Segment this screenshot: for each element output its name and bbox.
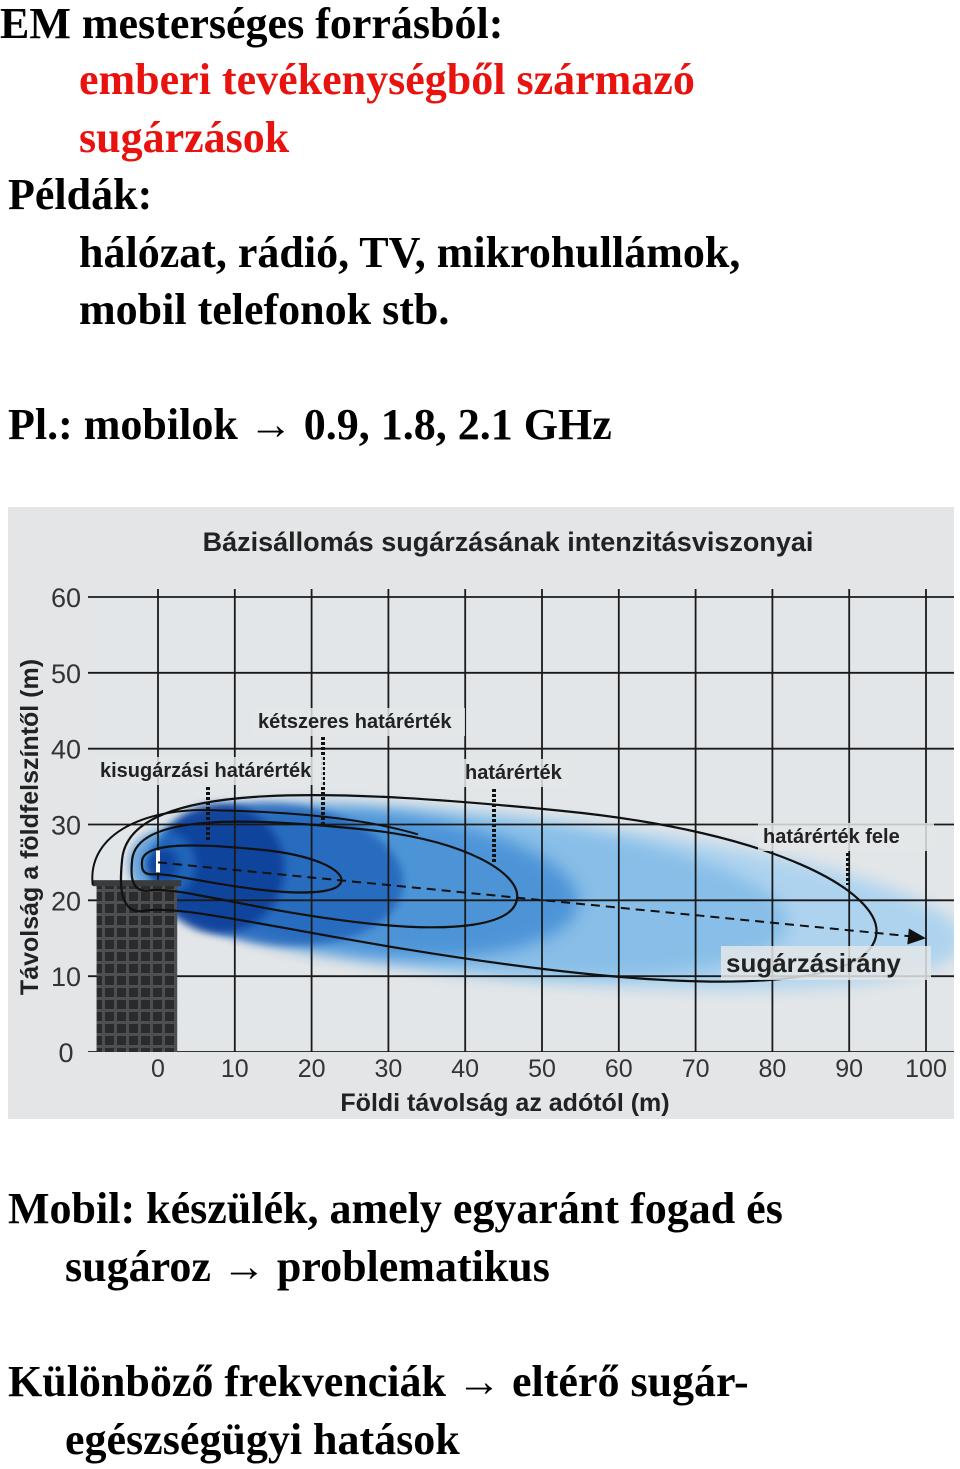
x-tick-30: 30 [374, 1055, 403, 1083]
x-tick-20: 20 [297, 1055, 326, 1083]
y-axis-ticks [51, 583, 81, 1068]
heading-sub-line-1: emberi tevékenységből származó [79, 55, 695, 104]
x-tick-60: 60 [604, 1055, 633, 1083]
heading-sub-line-2: sugárzások [79, 113, 290, 162]
examples-line-1: hálózat, rádió, TV, mikrohullámok, [79, 228, 741, 277]
slide-heading: EM mesterséges forrásból: [0, 0, 504, 48]
y-axis-label: Távolság a földfelszíntől (m) [16, 658, 44, 996]
mobile-line-2: sugároz → problematikus [65, 1242, 550, 1291]
outer-limit-label: kisugárzási határérték [100, 760, 312, 782]
radiation-intensity-figure [8, 507, 954, 1119]
y-tick-10: 10 [50, 962, 82, 993]
y-tick-50: 50 [50, 658, 82, 689]
radiation-chart-svg [8, 507, 954, 1119]
frequency-line-1: Különböző frekvenciák → eltérő sugár- [8, 1357, 749, 1406]
x-tick-90: 90 [835, 1055, 864, 1083]
x-tick-0: 0 [151, 1055, 165, 1083]
half-limit-label: határérték fele [763, 826, 900, 848]
x-tick-70: 70 [681, 1055, 710, 1083]
x-tick-100: 100 [905, 1055, 947, 1083]
y-tick-60: 60 [50, 583, 82, 613]
example-frequencies: Pl.: mobilok → 0.9, 1.8, 2.1 GHz [8, 400, 612, 449]
y-tick-20: 20 [50, 886, 82, 917]
examples-line-2: mobil telefonok stb. [79, 285, 450, 334]
direction-label: sugárzásirány [726, 948, 901, 978]
building [93, 850, 182, 1054]
y-tick-30: 30 [50, 810, 82, 841]
x-tick-40: 40 [451, 1055, 480, 1083]
antenna-mast [156, 850, 160, 872]
double-limit-label: kétszeres határérték [258, 711, 452, 733]
mobile-line-1: Mobil: készülék, amely egyaránt fogad és [8, 1184, 783, 1233]
frequency-line-2: egészségügyi hatások [65, 1415, 460, 1464]
y-tick-0: 0 [58, 1038, 74, 1068]
x-tick-80: 80 [758, 1055, 787, 1083]
x-tick-50: 50 [528, 1055, 556, 1083]
y-tick-40: 40 [50, 734, 82, 765]
plot-area [81, 589, 954, 1054]
x-axis-label: Földi távolság az adótól (m) [340, 1089, 670, 1117]
examples-label: Példák: [8, 170, 153, 219]
x-axis-ticks [151, 1055, 947, 1083]
building-roof [93, 880, 182, 886]
chart-title: Bázisállomás sugárzásának intenzitásviszonyai [202, 527, 814, 557]
x-tick-10: 10 [220, 1055, 249, 1083]
limit-label: határérték [465, 762, 562, 784]
